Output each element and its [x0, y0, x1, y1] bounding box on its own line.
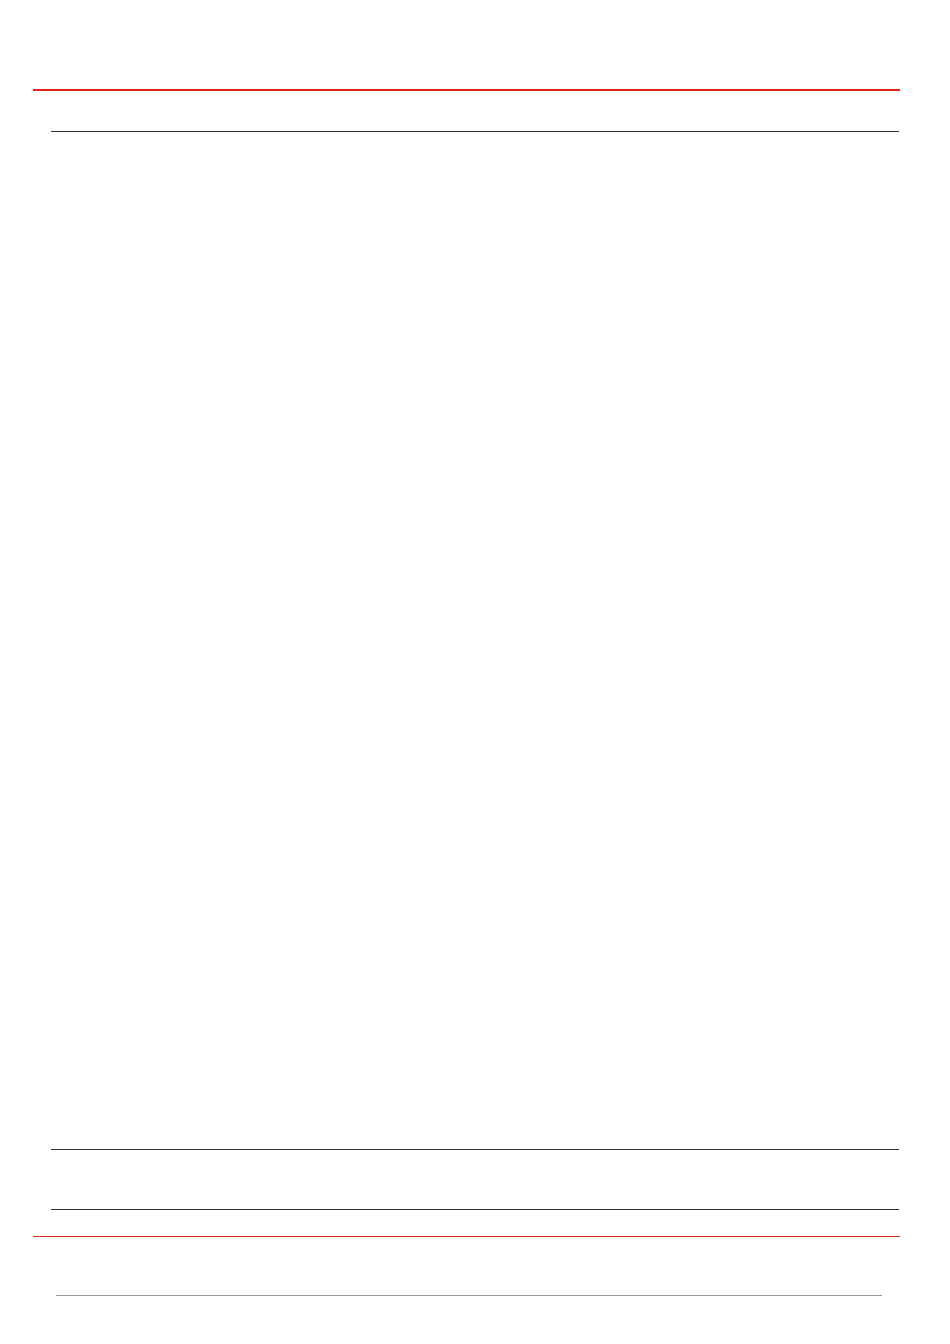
- section2-rule: [51, 1149, 899, 1150]
- section1-rule: [51, 131, 899, 132]
- section3-rule: [51, 1209, 899, 1210]
- section3-red-rule: [33, 1236, 900, 1237]
- header-red-rule: [33, 89, 900, 91]
- footer-rule: [56, 1295, 882, 1296]
